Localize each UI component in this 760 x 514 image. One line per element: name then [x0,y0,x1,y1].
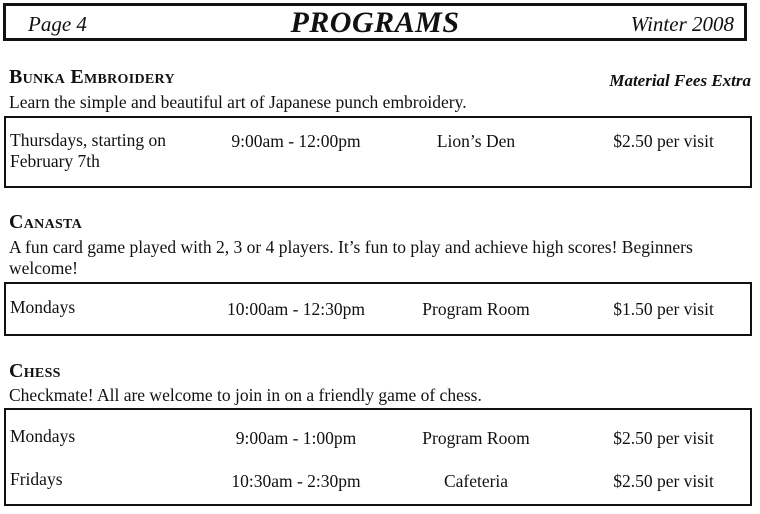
schedule-box-bunka [4,116,752,188]
program-description-canasta: A fun card game played with 2, 3 or 4 players. It’s fun to play and achieve high scores! Beginners welcome! [9,237,693,278]
page-number: Page 4 [28,12,87,36]
program-title-bunka: Bunka Embroidery [9,66,175,88]
page-header [3,3,747,41]
program-description-chess: Checkmate! All are welcome to join in on a friendly game of chess. [9,385,482,405]
schedule-box-canasta [4,282,752,336]
program-title-canasta: Canasta [9,211,83,233]
session-location: Program Room [422,299,530,319]
program-description-bunka: Learn the simple and beautiful art of Japanese punch embroidery. [9,92,467,112]
session-location: Cafeteria [443,471,509,491]
session-fee: $2.50 per visit [613,471,714,491]
page-title: PROGRAMS [290,6,460,39]
season-label: Winter 2008 [630,12,734,36]
session-time: 10:00am - 12:30pm [226,299,366,319]
schedule-box-chess [4,408,752,506]
session-fee: $1.50 per visit [613,299,714,319]
session-time: 9:00am - 12:00pm [231,131,361,151]
material-fees-note: Material Fees Extra [609,71,751,90]
session-day: Mondays [10,297,76,317]
session-fee: $2.50 per visit [613,131,714,151]
session-day: Fridays [10,469,63,489]
session-day: Thursdays, starting on February 7th [10,130,167,171]
session-time: 10:30am - 2:30pm [231,471,361,491]
session-location: Lion’s Den [436,131,516,151]
session-fee: $2.50 per visit [613,428,714,448]
session-location: Program Room [422,428,530,448]
session-day: Mondays [10,426,76,446]
program-title-chess: Chess [9,360,61,382]
session-time: 9:00am - 1:00pm [235,428,357,448]
